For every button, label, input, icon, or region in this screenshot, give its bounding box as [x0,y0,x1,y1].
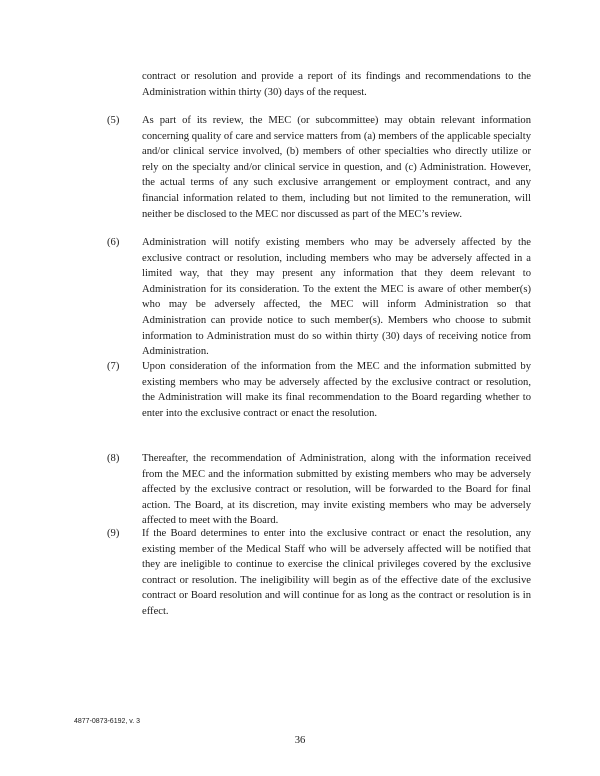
item-text-6: Administration will notify existing members who may be adversely affected by the exclusive contract or resolution, including members who may be adversely affected in a limited way, that they may present any information that they deem relevant to Administration for its consideration. To the extent the MEC is aware of other member(s) who may be adversely affected, the MEC will inform Administration so that Administration can provide notice to such member(s). Members who choose to submit information to Administration must do so within thirty (30) days of receiving notice from Administration. [142,237,531,358]
item-text-7: Upon consideration of the information from the MEC and the information submitted by existing members who may be adversely affected by the exclusive contract or resolution, the Administration will make its final recommendation to the Board regarding whether to enter into the exclusive contract or enact the resolution. [142,361,531,419]
item-number-5: (5) [107,115,120,126]
item-number-7: (7) [107,361,120,372]
item-number-8: (8) [107,453,120,464]
document-id-footer: 4877-0873-6192, v. 3 [74,718,141,725]
item-number-9: (9) [107,528,120,539]
item-text-5: As part of its review, the MEC (or subcommittee) may obtain relevant information concerning quality of care and service matters from (a) members of the applicable specialty and/or clinical service involved, (b) members of other specialties who directly utilize or rely on the specialty and/or clinical service in question, and (c) Administration. However, the actual terms of any such exclusive arrangement or employment contract, and any financial information related to them, including but not limited to the remuneration, will neither be disclosed to the MEC nor discussed as part of the MEC’s review. [142,115,531,220]
item-text-8: Thereafter, the recommendation of Administration, along with the information received from the MEC and the information submitted by existing members who may be adversely affected by the exclusive contract or resolution, will be forwarded to the Board for final action. The Board, at its discretion, may invite existing members who may be adversely affected to meet with the Board. [142,453,531,527]
item-text-9: If the Board determines to enter into the exclusive contract or enact the resolution, any existing member of the Medical Staff who will be adversely affected will be notified that they are ineligible to continue to exercise the clinical privileges covered by the exclusive contract or resolution. The ineligibility will begin as of the effective date of the exclusive contract or Board resolution and will continue for as long as the contract or resolution is in effect. [142,528,531,617]
item-number-6: (6) [107,237,120,248]
intro-paragraph: contract or resolution and provide a report of its findings and recommendations to the Administration within thirty (30) days of the request. [142,71,531,98]
page-number: 36 [294,735,306,746]
